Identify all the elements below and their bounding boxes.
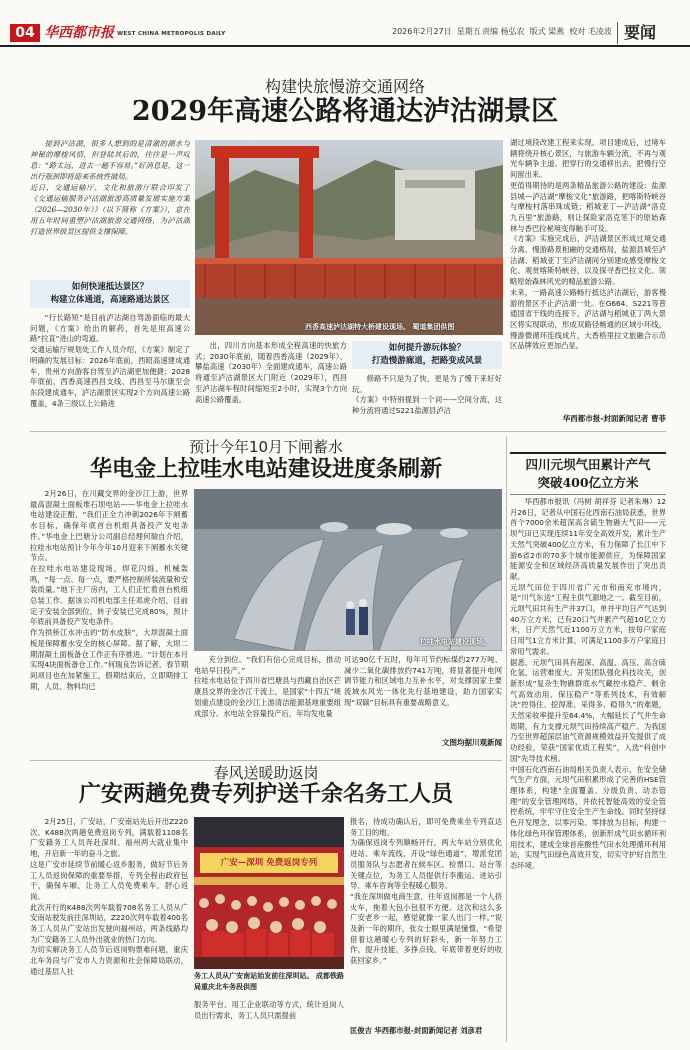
q1-heading-line2: 构建立体通道，高速路通达景区 [50, 295, 170, 305]
article4-headline-line1: 四川元坝气田累计产气 [525, 457, 651, 472]
article3-col-c: 报名，待成功确认后，即可免费乘坐专列直达务工目的地。 为确保返岗专列顺畅开行，两大车站分别优化进站、乘车流线，开设“绿色通道”，增派党团员服务队与志愿者在候车区、检票口、站台等关键点位，为务工人员提供行李搬运、进站引导、乘车咨询等全程暖心服务。 “我在深圳做电商生意，往年返岗都是一个人挤火车，拖着大包小包很不方便。这次和这么多广安老乡一起，感觉就像一家人出门一样。”说及新一年的期许，张女士眼里满是憧憬，“希望借着这趟暖心专列的好彩头，新一年努力工作，提升技能，多挣点钱，年底带着更好的收获回家乡。” [350, 817, 502, 966]
section-label: 要闻 [624, 23, 657, 42]
article3-photo-banner: 广安—深圳 免费返岗专列 [200, 853, 338, 873]
article3-kicker: 春风送暖助返岗 [213, 764, 319, 782]
article3-photo-caption-text: 务工人员从广安南站始发前往深圳站。 成都铁路局重庆北车务段供图 [194, 972, 344, 991]
article2-bottom-rule [30, 760, 502, 761]
article2-kicker: 预计今年10月下闸蓄水 [188, 438, 344, 456]
article3-photo [194, 817, 344, 969]
q1-heading-line1: 如何快速抵达景区？ [71, 282, 149, 292]
q2-heading-line1: 如何提升游玩体验？ [388, 343, 466, 353]
train-station-crowd-image [194, 817, 344, 969]
article2-photo [194, 489, 502, 651]
article1-col-a: “行长路短”是目前泸沽湖自驾游面临的最大问题，《方案》给出的解药，首先是用高速公路“拉直”进山的弯道。 交通运输厅规划处工作人员介绍，《方案》制定了明确的发展目标：2026年底前，西昭高速建成通车，贵州方向游客自驾至泸沽湖更加便捷；2028年底前，西香高速西昌支线、西昌至马尔康至会东段建成通车，泸沽湖景区实现2个方向高速公路覆盖，4条三级以上公路进 [30, 313, 190, 408]
article2-col-b: 充分到位。“我们有信心完成目标，推动电站早日投产。” 拉哇水电站位于四川省巴塘县与西藏自治区芒康县交界的金沙江干流上，是国家“十四五”规划重点建设的金沙江上游清洁能源基地重要组成部分。水电站全容量投产后，年均发电量 [194, 655, 341, 718]
article1-headline: 2029年高速公路将通达泸沽湖景区 [131, 96, 559, 127]
article2-headline: 华电金上拉哇水电站建设进度条刷新 [89, 456, 442, 482]
masthead-staff: 责编 杨弘农 版式 梁燕 校对 毛凌波 [482, 27, 612, 36]
article1-kicker: 构建快旅慢游交通网络 [264, 77, 425, 96]
article2-col-c: 可达90亿千瓦时，每年可节约标煤约277万吨、减少二氧化碳排放约741万吨，将显著提升电网调节能力和区域电力互补水平，对支撑国家主要流域水风光一体化先行基地建设，助力国家实现“双碳”目标具有重要战略意义。 [344, 655, 502, 707]
article1-q2-heading [352, 341, 502, 369]
article3-photo-caption [194, 957, 344, 969]
article1-bottom-rule [30, 431, 666, 432]
masthead-date: 2026年2月27日 星期五 [392, 27, 481, 36]
masthead-rule [0, 45, 690, 47]
turbine-runner-image [194, 489, 502, 651]
article2-photo-caption: 拉哇水电站建设现场。 [420, 638, 490, 646]
article3-byline: 匡俊吉 华西都市报-封面新闻记者 刘彦君 [350, 1026, 483, 1035]
masthead-divider [617, 22, 618, 44]
masthead-english: WEST CHINA METROPOLIS DAILY [117, 31, 226, 37]
article4-headline-box [510, 452, 666, 495]
article3-headline: 广安两趟免费专列护送千余名务工人员 [78, 781, 453, 807]
masthead-logo: 华西都市报 [44, 25, 114, 41]
article1-lead: 提到泸沽湖，很多人想到的是清澈的湖水与神秘的摩梭风情，但登陆其后的，往往是一声叹息：“路太远，进去一趟不容易。”好消息是，这一出行瓶颈即将迎来系统性破局。 近日，交通运输厅、文化和旅游厅联合印发了《交通运输服务泸沽湖旅游高质量发展实施方案（2026—2030年）》（以下简称《方案》），意在用五年时间重塑泸沽湖旅游交通网络，为泸沽湖打造世界级景区提供支撑保障。 [30, 139, 190, 236]
article1-col-c: 修路不只是为了快，更是为了慢下来好好玩。 《方案》中特别提到一个词——空间分流，这种分流将通过S221盐源县泸沽 [352, 374, 502, 416]
article2-col-a: 2月26日，在川藏交界的金沙江上游，世界最高混凝土面板堆石坝电站——华电金上拉哇水电站建设正酣，“我们正全力冲刺2026年下闸蓄水目标，确保年底首台机组具备投产发电条件。”华电金上巴塘分公司副总经理何瑞自介绍，拉哇水电站预计今年今年10月迎来下闸蓄水关键节点。 在拉哇水电站建设现场，焊花闪烁，机械轰鸣，“每一点、每一点，要严格控制所装流量和安装质量。”地下主厂房内，工人们正忙着首台机组总装工作。据该公司机电部主任邓虎介绍，目前定子安装全部到位，转子安装已完成80%，预计年底前具备投产发电条件。 作为拱桥江水冲击的“防水皮肤”，大坝混凝土面板是保障蓄水安全的核心屏障。据了解，大坝二期混凝土面板备仓工作正有序推进。“计划在本月实现4块面板备仓工作。”何瑞良告诉记者，春节期间项目也在加紧施工，假期结束后，立即期排工期，人员、物料均已 [30, 489, 188, 691]
article4-body: 华西都市报讯（冯树 胡祥芬 记者朱琳）12月26日，记者从中国石化西南石油局获悉，世界首个7000余米超深高含硫生物礁大气田——元坝气田已实现连续11年安全高效开发，累计生产天然气突破400亿立方米，有力保障了长江中下游6省2市的70多个城市能源供应，为保障国家能源安全和区域经济高质量发展作出了突出贡献。 元坝气田位于四川省广元市和南充市境内，是“川气东送”工程主供气源地之一。截至目前，元坝气田共有生产井37口，单井平均日产气达到40万立方米，已有20口气井累产气超10亿立方米，日产天然气近1100万立方米，按每户家庭日用气1立方米计算，可满足1100多万户家庭日常用气需求。 据悉，元坝气田具有超深、高温、高压、高含硫化氢，运营难度大。开发团队强化科技攻关，创新形成“复杂生物礁群底水气藏控水稳产、剩余气高效动用、保压稳产”等系列技术，有效解决“控得住、挖得准、采得多、稳得久”的难题，天然采收率提升至64.4%，大幅延长了气井生命周期，有力支撑元坝气田持续高产稳产。为我国乃至世界超深层油气资源规模效益开发提供了成功经验，荣获“国家优质工程奖”，入选“科创中国”先导技术榜。 中国石化西南石油局相关负责人表示，在安全储气生产方面，元坝气田积累形成了完善的HSE管理体系，构建“全面覆盖、分级负责、动态管理”的安全管理网络，并依托智能高效的安全管控系统，牢牢守住安全生产生命线。同时坚持绿色开发理念，以零污染、零排放为目标，构建一体化绿色环保管理体系，创新形成气田水循环利用技术，建成全球首座酸性气田水处理循环利用站，实现气田绿色高效开发，切实守护好自然生态环境。 [510, 497, 666, 870]
article1-col-d: 湖过境段改建工程来实现。项目建成后，过境车辆将绕开核心景区，与旅游车辆分流，不再与观光车辆争主道。把穿行的交通移出去，把慢行空间留出来。 更值得期待的是两条精品旅游公路的建设：盐源县城—泸沽湖“摩梭文化”旅游路，把喀斯特峡谷与摩梭村落串珠成链；稻城亚丁—泸沽湖“洛克九百里”旅游路，则让探险家洛克笔下的原始森林与香巴拉秘境变得触手可及。 《方案》实施完成后，泸沽湖景区形成过境交通分离、慢游路景相融的交通格局，盐源县城至泸沽湖、稻城亚丁至泸沽湖间分别建成感受摩梭文化、观赏喀斯特峡谷，以及探寻香巴拉文化、领略原始森林风光的精品旅游公路。 未来，一路高速公路畅行抵达泸沽湖后，游客慢游的景区不止泸沽湖一处。在G664、S221等普通国省干线的连接下，泸沽湖与稻城亚丁两大景区将实现联动，形成双路径畅通的区域小环线，慢游微循环连线成片，大香格里拉文旅融合示范区品牌效应更加凸显。 [510, 138, 666, 351]
article1-photo-caption: 西香高速泸沽湖特大桥建设现场。 蜀道集团供图 [305, 323, 455, 331]
article1-col-b: 出，四川方向基本形成全程高速的快旅方式；2030年底前，随着西香高速（2029年）、攀盐高速（2030年）全面建成通车，高速公路将通至泸沽湖景区大门附近（2029年），西昌至泸沽湖车程时间缩短至2小时，实现3个方向高速公路覆盖。 [195, 341, 347, 404]
page-number-badge: 04 [10, 24, 40, 42]
article1-q1-heading [30, 280, 190, 308]
article3-col-b: 服务平台、用工企业联动等方式，统计返岗人员出行需求，务工人员只需提前 [194, 1000, 344, 1020]
article1-photo [195, 140, 503, 335]
article3-col-a: 2月25日，广安站，广安南站先后开出Z220次、K488次两趟免费返岗专列，满载着1108名广安籍务工人员奔赴深圳、福州两大就业集中地，开启新一年的奋斗之旅。 这是广安市延续节前暖心返乡服务，做好节后务工人员返岗保障的重要举措，专列全程由政府包干，确保车厢，让务工人员免费乘车，舒心返岗。 此次开行的K488次列车载着708名务工人员从广安南站驶发前往深圳站，Z220次列车载着400名务工人员从广安站出发驶向福州站，两条线路均为广安籍务工人员外出就业的热门方向。 为切实解决务工人员节后返岗购票难问题，重庆北车务段与广安市人力资源和社会保障局联动，通过基层人社 [30, 817, 188, 976]
article2-byline: 文图均据川观新闻 [442, 738, 502, 747]
right-column-divider [506, 436, 507, 1042]
bridge-construction-image [195, 140, 503, 335]
article4-headline-line2: 突破400亿立方米 [537, 475, 639, 490]
masthead [0, 0, 690, 48]
article1-byline: 华西都市报-封面新闻记者 曹菲 [562, 414, 666, 423]
q2-heading-line2: 打造慢游廊道，把路变成风景 [371, 356, 483, 366]
